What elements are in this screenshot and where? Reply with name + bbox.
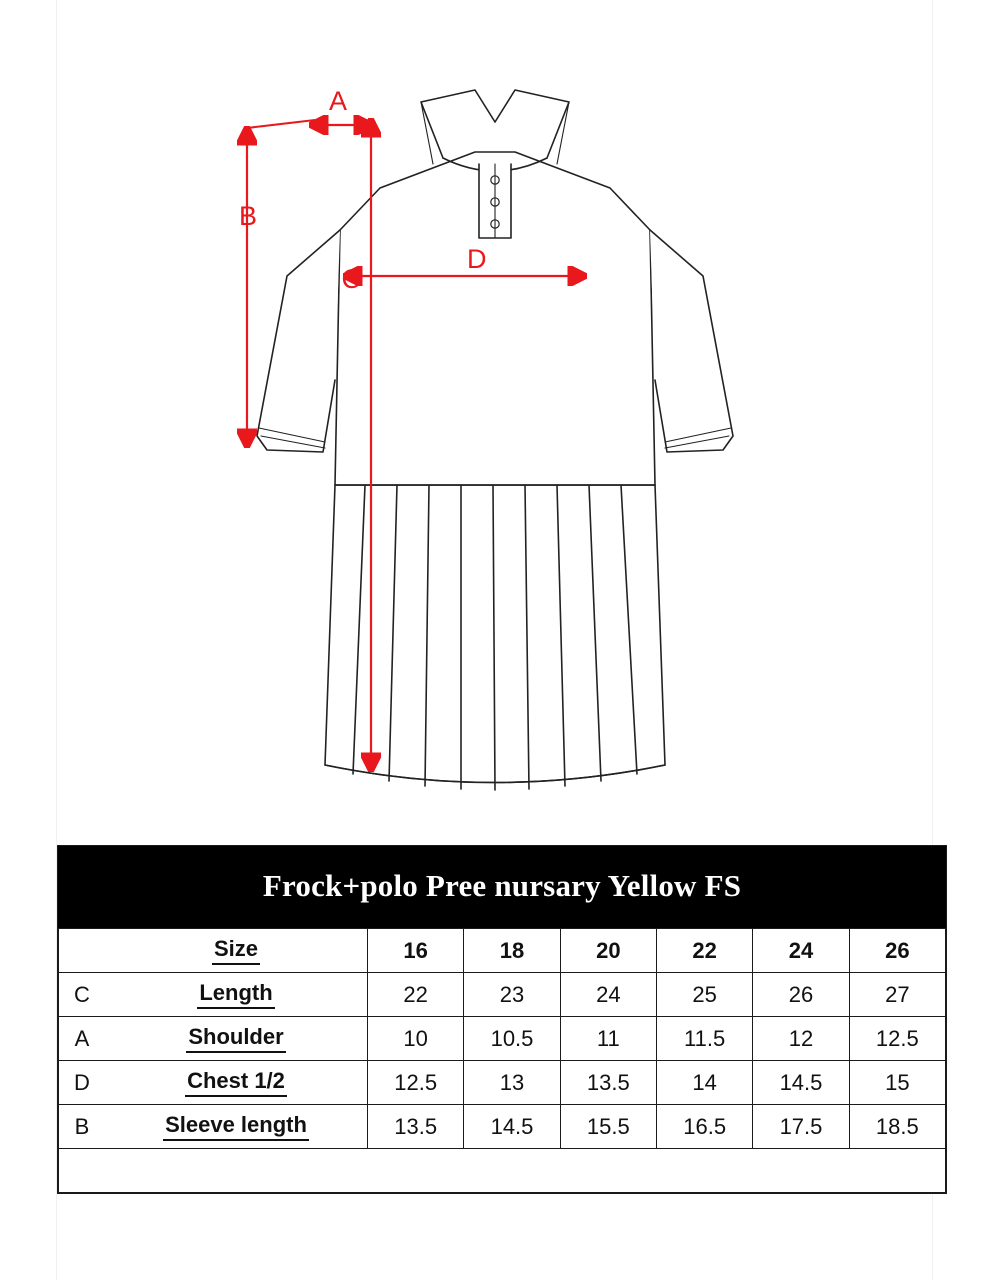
cell-sleeve-16: 13.5 — [368, 1105, 464, 1149]
table-row — [59, 1017, 946, 1061]
header-size-0: 16 — [368, 929, 464, 973]
row-label-sleeve-text: Sleeve length — [163, 1113, 309, 1140]
garment-technical-drawing — [175, 80, 815, 820]
cell-chest-26: 15 — [849, 1061, 945, 1105]
header-size-3: 22 — [656, 929, 752, 973]
header-letter-cell — [59, 929, 106, 973]
row-label-chest-text: Chest 1/2 — [185, 1069, 287, 1096]
row-label-chest — [105, 1061, 368, 1105]
cell-sleeve-20: 15.5 — [560, 1105, 656, 1149]
header-size-2: 20 — [560, 929, 656, 973]
row-label-sleeve — [105, 1105, 368, 1149]
table-spacer-row — [59, 1149, 946, 1193]
dimension-label-b: B — [238, 201, 257, 231]
cell-chest-20: 13.5 — [560, 1061, 656, 1105]
cell-length-24: 26 — [753, 973, 849, 1017]
table-header-row — [59, 929, 946, 973]
cell-sleeve-26: 18.5 — [849, 1105, 945, 1149]
cell-chest-16: 12.5 — [368, 1061, 464, 1105]
size-table — [58, 928, 946, 1193]
header-size-5: 26 — [849, 929, 945, 973]
row-label-shoulder-text: Shoulder — [186, 1025, 285, 1052]
size-chart-title: Frock+polo Pree nursary Yellow FS — [58, 846, 946, 928]
row-letter-chest: D — [59, 1061, 106, 1105]
table-row — [59, 1105, 946, 1149]
row-label-length — [105, 973, 368, 1017]
cell-length-20: 24 — [560, 973, 656, 1017]
table-row — [59, 973, 946, 1017]
left-margin-rail — [0, 0, 57, 1280]
cell-sleeve-24: 17.5 — [753, 1105, 849, 1149]
cell-shoulder-20: 11 — [560, 1017, 656, 1061]
header-label-text: Size — [212, 937, 260, 964]
row-letter-sleeve: B — [59, 1105, 106, 1149]
cell-shoulder-26: 12.5 — [849, 1017, 945, 1061]
header-label-cell — [105, 929, 368, 973]
cell-sleeve-22: 16.5 — [656, 1105, 752, 1149]
cell-length-26: 27 — [849, 973, 945, 1017]
dimension-label-a: A — [329, 86, 348, 116]
cell-chest-24: 14.5 — [753, 1061, 849, 1105]
cell-length-16: 22 — [368, 973, 464, 1017]
cell-chest-18: 13 — [464, 1061, 560, 1105]
header-size-1: 18 — [464, 929, 560, 973]
dimension-label-d: D — [467, 244, 487, 274]
cell-shoulder-16: 10 — [368, 1017, 464, 1061]
cell-chest-22: 14 — [656, 1061, 752, 1105]
cell-length-18: 23 — [464, 973, 560, 1017]
cell-length-22: 25 — [656, 973, 752, 1017]
cell-shoulder-22: 11.5 — [656, 1017, 752, 1061]
size-chart — [57, 845, 947, 1194]
row-letter-length: C — [59, 973, 106, 1017]
cell-sleeve-18: 14.5 — [464, 1105, 560, 1149]
header-size-4: 24 — [753, 929, 849, 973]
cell-shoulder-18: 10.5 — [464, 1017, 560, 1061]
row-label-shoulder — [105, 1017, 368, 1061]
dimension-label-c: C — [341, 264, 361, 294]
row-letter-shoulder: A — [59, 1017, 106, 1061]
row-label-length-text: Length — [197, 981, 274, 1008]
table-spacer-cell — [59, 1149, 946, 1193]
cell-shoulder-24: 12 — [753, 1017, 849, 1061]
table-row — [59, 1061, 946, 1105]
